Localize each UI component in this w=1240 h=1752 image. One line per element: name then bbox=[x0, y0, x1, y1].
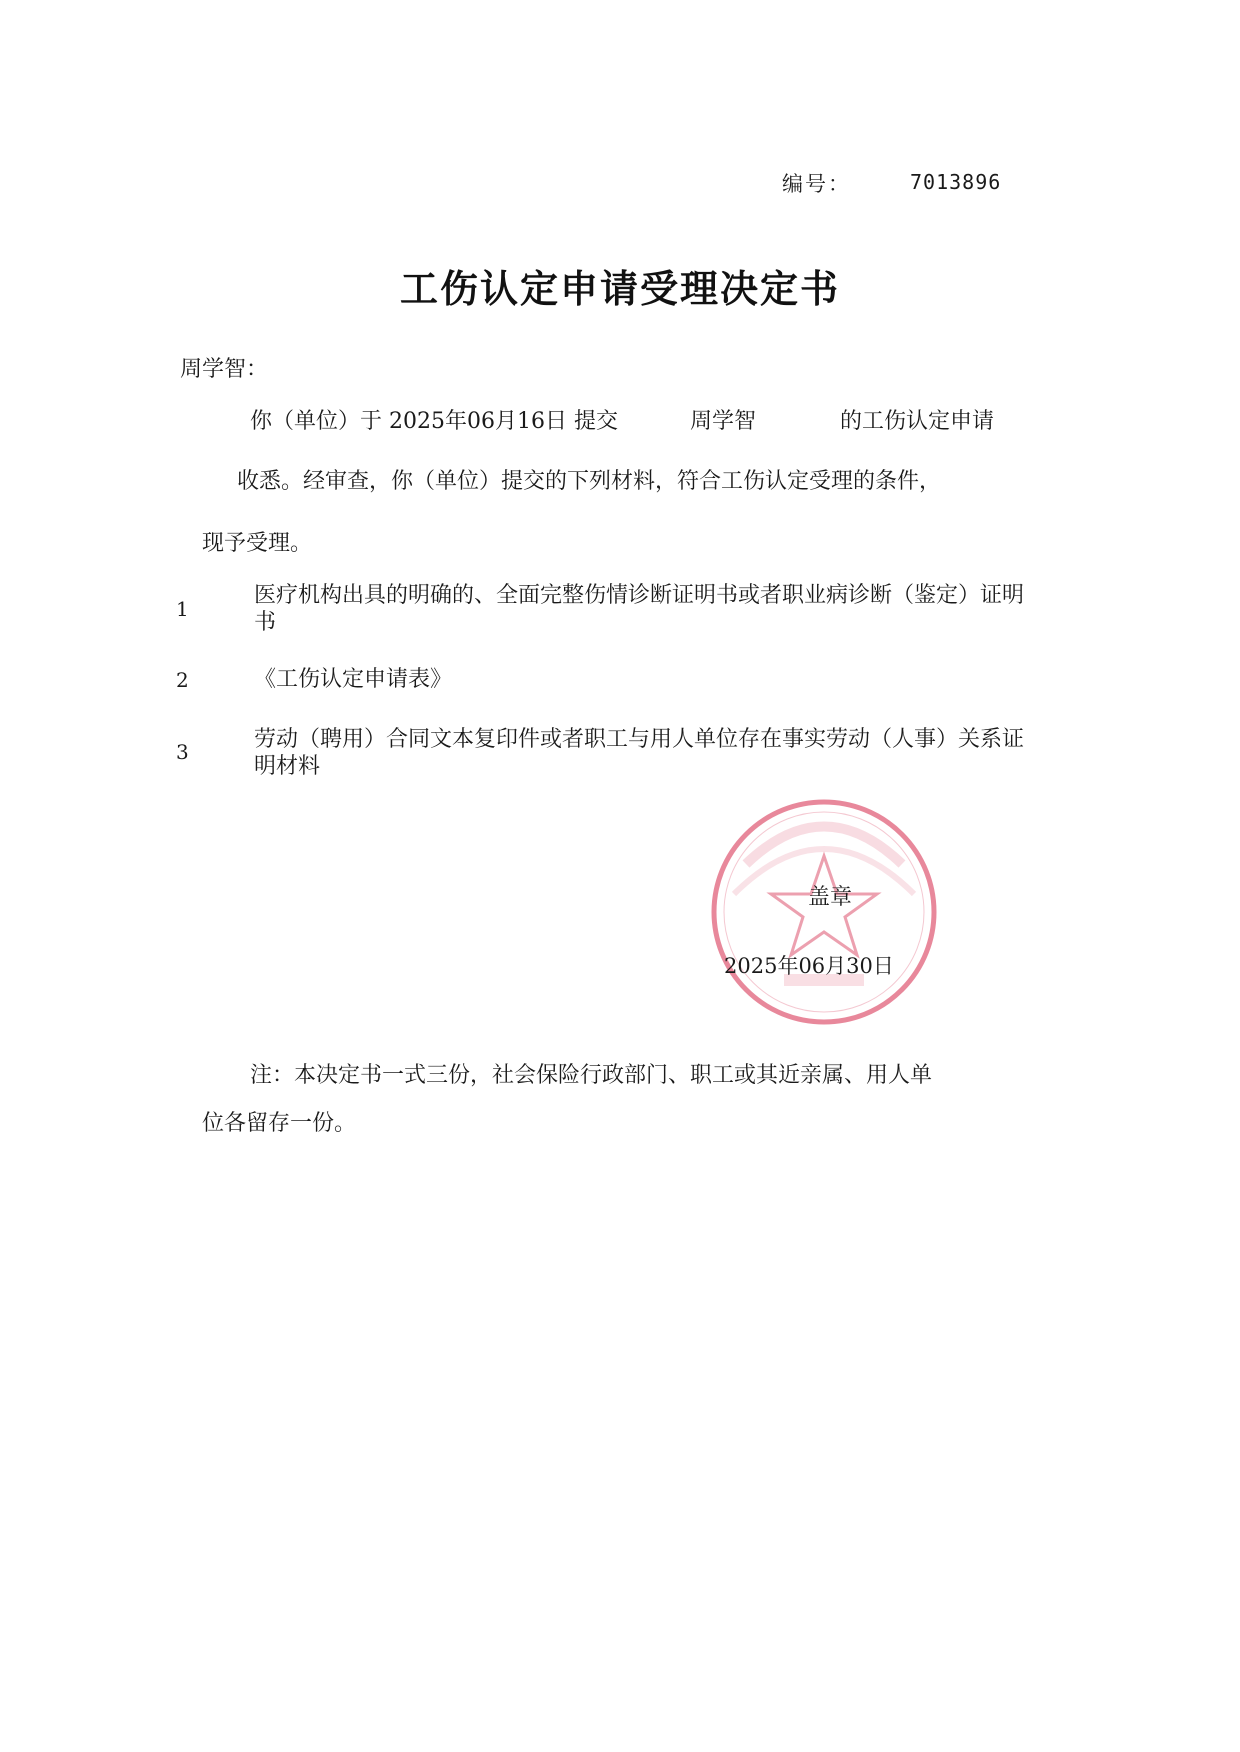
material-text: 医疗机构出具的明确的、全面完整伤情诊断证明书或者职业病诊断（鉴定）证明书 bbox=[254, 583, 1025, 635]
note-line-1: 注：本决定书一式三份，社会保险行政部门、职工或其近亲属、用人单 bbox=[250, 1063, 933, 1088]
document-title: 工伤认定申请受理决定书 bbox=[400, 266, 841, 311]
body-line-3: 现予受理。 bbox=[202, 531, 313, 556]
material-number: 3 bbox=[176, 740, 189, 764]
official-seal bbox=[706, 794, 942, 1030]
body-line-2: 收悉。经审查，你（单位）提交的下列材料，符合工伤认定受理的条件， bbox=[237, 469, 942, 494]
seal-label: 盖章 bbox=[808, 885, 853, 910]
document-number-label: 编号： bbox=[782, 172, 851, 196]
document-number-value: 7013896 bbox=[910, 170, 1002, 194]
seal-icon bbox=[706, 794, 942, 1030]
seal-date: 2025年06月30日 bbox=[724, 954, 894, 978]
note-line-2: 位各留存一份。 bbox=[202, 1111, 357, 1136]
material-text: 《工伤认定申请表》 bbox=[254, 667, 453, 692]
salutation: 周学智： bbox=[180, 357, 269, 382]
body-line-1 bbox=[250, 404, 994, 435]
applicant-name: 周学智 bbox=[689, 409, 756, 434]
body-line-1-start: 你（单位）于 2025年06月16日 提交 bbox=[250, 409, 618, 434]
material-text: 劳动（聘用）合同文本复印件或者职工与用人单位存在事实劳动（人事）关系证明材料 bbox=[254, 727, 1025, 779]
material-number: 1 bbox=[176, 597, 189, 621]
body-line-1-end: 的工伤认定申请 bbox=[839, 409, 994, 434]
material-number: 2 bbox=[176, 668, 189, 692]
